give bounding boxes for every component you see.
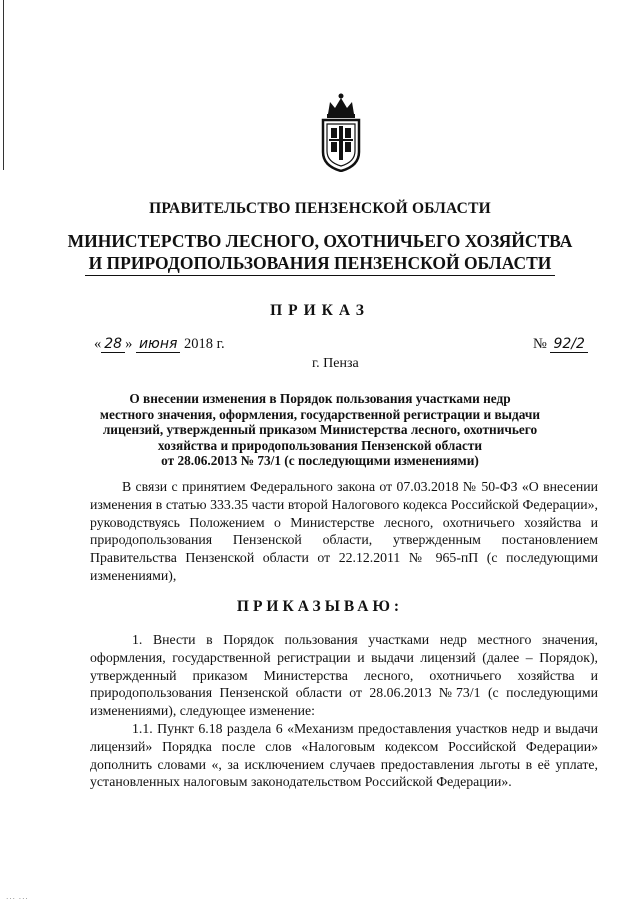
subject-line: хозяйства и природопользования Пензенской области (157, 437, 483, 453)
subject-line: лицензий, утвержденный приказом Министерства лесного, охотничьего (102, 422, 538, 437)
number-value: 92/2 (550, 336, 587, 353)
item-1-paragraph: 1. Внести в Порядок пользования участками недр местного значения, оформления, государственной регистрации и выдачи лицензий (далее – Порядок), утвержденный приказом Министерства лесного, охотничьего хозяйства и природопользования Пензенской области от 28.06.2013 №73/1 (с последующими изменениями), следующее изменение: (90, 632, 598, 719)
ministry-title-line2: И ПРИРОДОПОЛЬЗОВАНИЯ ПЕНЗЕНСКОЙ ОБЛАСТИ (85, 252, 556, 276)
date-day: 28 (101, 336, 125, 353)
ministry-title-line1: МИНИСТЕРСТВО ЛЕСНОГО, ОХОТНИЧЬЕГО ХОЗЯЙСТВА (67, 231, 573, 251)
city: г. Пенза (312, 356, 359, 371)
order-subject (0, 391, 640, 469)
date-year: 2018 г. (184, 336, 225, 352)
number-label: № (533, 336, 547, 352)
order-date (94, 336, 225, 353)
preamble-paragraph: В связи с принятием Федерального закона от 07.03.2018 № 50-ФЗ «О внесении изменения в статью 333.35 части второй Налогового кодекса Российской Федерации», руководствуясь Положением о Министерстве лесного, охотничьего хозяйства и природопользования Пензенской области, утвержденным постановлением Правительства Пензенской области от 22.12.2011 № 965-пП (с последующими изменениями), (90, 479, 598, 583)
document-type: ПРИКАЗ (270, 302, 370, 319)
government-title: ПРАВИТЕЛЬСТВО ПЕНЗЕНСКОЙ ОБЛАСТИ (149, 200, 491, 217)
date-month: июня (136, 336, 180, 353)
order-number (533, 336, 588, 353)
date-quote-close: » (125, 336, 133, 352)
item-1-1-paragraph: 1.1. Пункт 6.18 раздела 6 «Механизм предоставления участков недр и выдачи лицензий» Порядка после слов «Налоговым кодексом Российской Федерации» дополнить словами «, за исключением случаев предоставления льготы в её уплате, установленных налоговым законодательством Российской Федерации». (90, 721, 598, 790)
subject-line: от 28.06.2013 № 73/1 (с последующими изменениями) (161, 453, 479, 468)
ministry-title (0, 230, 640, 276)
decree-word: ПРИКАЗЫВАЮ: (236, 598, 404, 615)
coat-of-arms-icon (318, 92, 364, 172)
date-quote-open: « (94, 336, 102, 352)
subject-line: местного значения, оформления, государственной регистрации и выдачи (99, 406, 541, 422)
footer-mark: ··· ··· (6, 895, 29, 903)
scan-edge-line (3, 0, 4, 170)
subject-line: О внесении изменения в Порядок пользования участками недр (129, 391, 511, 406)
